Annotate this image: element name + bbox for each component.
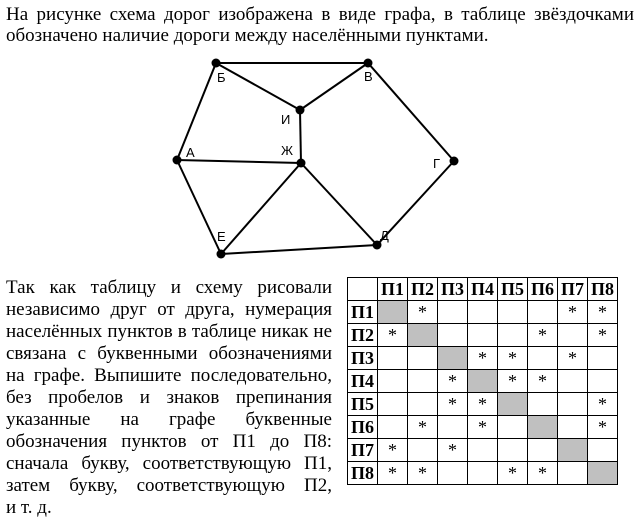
table-cell: * xyxy=(588,324,618,347)
table-cell xyxy=(558,393,588,416)
table-cell: * xyxy=(438,439,468,462)
diagonal-cell xyxy=(408,324,438,347)
column-header: П4 xyxy=(468,278,498,301)
label-G: Г xyxy=(433,156,441,171)
table-cell xyxy=(468,462,498,485)
column-header: П6 xyxy=(528,278,558,301)
table-cell xyxy=(558,324,588,347)
row-header: П6 xyxy=(348,416,378,439)
table-cell xyxy=(498,416,528,439)
table-row xyxy=(348,462,618,485)
table-cell xyxy=(408,370,438,393)
edge-I-ZH xyxy=(300,110,301,163)
table-cell xyxy=(438,462,468,485)
instruction-line: обозначения пунктов от П1 до П8: xyxy=(6,431,332,452)
table-header-row xyxy=(348,278,618,301)
table-cell xyxy=(438,301,468,324)
label-E: Е xyxy=(217,229,226,244)
instruction-line: связана с буквенными обозначениями xyxy=(6,343,332,364)
table-cell xyxy=(378,393,408,416)
table-cell: * xyxy=(468,347,498,370)
edge-A-ZH xyxy=(177,160,301,163)
table-row xyxy=(348,439,618,462)
table-row xyxy=(348,347,618,370)
diagonal-cell xyxy=(498,393,528,416)
edge-A-E xyxy=(177,160,221,254)
graph-edges xyxy=(177,63,454,254)
instruction-line: без пробелов и знаков препинания xyxy=(6,387,332,408)
table-row xyxy=(348,370,618,393)
node-G xyxy=(450,157,459,166)
table-cell: * xyxy=(408,462,438,485)
table-cell: * xyxy=(528,324,558,347)
diagonal-cell xyxy=(588,462,618,485)
label-A: А xyxy=(186,145,195,160)
node-B xyxy=(212,59,221,68)
table-cell: * xyxy=(558,301,588,324)
row-header: П4 xyxy=(348,370,378,393)
table-cell xyxy=(588,347,618,370)
edge-V-I xyxy=(300,63,368,110)
graph-nodes xyxy=(173,59,459,259)
node-E xyxy=(217,250,226,259)
table-cell xyxy=(528,393,558,416)
diagonal-cell xyxy=(378,301,408,324)
table-cell xyxy=(498,324,528,347)
edge-B-I xyxy=(216,63,300,110)
table-corner xyxy=(348,278,378,301)
instruction-line: сначала букву, соответствующую П1, xyxy=(6,453,332,474)
table-cell: * xyxy=(408,416,438,439)
table-cell: * xyxy=(498,370,528,393)
table-cell xyxy=(528,301,558,324)
table-cell xyxy=(528,347,558,370)
row-header: П7 xyxy=(348,439,378,462)
table-cell xyxy=(468,324,498,347)
row-header: П5 xyxy=(348,393,378,416)
table-cell xyxy=(408,347,438,370)
table-cell xyxy=(408,439,438,462)
table-cell xyxy=(558,462,588,485)
table-cell: * xyxy=(408,301,438,324)
table-cell: * xyxy=(468,393,498,416)
row-header: П2 xyxy=(348,324,378,347)
table-cell xyxy=(378,370,408,393)
row-header: П8 xyxy=(348,462,378,485)
table-cell: * xyxy=(438,393,468,416)
intro-text: На рисунке схема дорог изображена в виде графа, в таблице звёздочками обозначено наличие дороги между населёнными пунктами. xyxy=(6,4,634,46)
label-V: В xyxy=(364,69,373,84)
table-cell: * xyxy=(378,462,408,485)
diagonal-cell xyxy=(528,416,558,439)
table-cell xyxy=(498,301,528,324)
instruction-line: и т. д. xyxy=(6,497,52,518)
table-cell xyxy=(588,439,618,462)
edge-ZH-D xyxy=(301,163,377,245)
table-cell: * xyxy=(588,416,618,439)
instruction-line: на графе. Выпишите последовательно, xyxy=(6,365,332,386)
diagonal-cell xyxy=(438,347,468,370)
table-cell: * xyxy=(498,347,528,370)
table-cell: * xyxy=(378,324,408,347)
table-cell: * xyxy=(498,462,528,485)
table-cell xyxy=(558,370,588,393)
table-cell xyxy=(438,324,468,347)
row-header: П1 xyxy=(348,301,378,324)
column-header: П2 xyxy=(408,278,438,301)
table-cell xyxy=(408,393,438,416)
node-A xyxy=(173,156,182,165)
table-cell xyxy=(468,439,498,462)
column-header: П3 xyxy=(438,278,468,301)
instruction-line: населённых пунктов в таблице никак не xyxy=(6,321,332,342)
diagonal-cell xyxy=(558,439,588,462)
edge-V-G xyxy=(368,63,454,161)
table-cell: * xyxy=(528,462,558,485)
table-cell: * xyxy=(588,301,618,324)
edge-E-D xyxy=(221,245,377,254)
column-header: П5 xyxy=(498,278,528,301)
table-cell xyxy=(588,370,618,393)
table-row xyxy=(348,324,618,347)
label-D: Д xyxy=(380,228,389,243)
label-I: И xyxy=(281,112,291,127)
table-cell xyxy=(558,416,588,439)
instruction-line: независимо друг от друга, нумерация xyxy=(6,299,332,320)
table-cell: * xyxy=(588,393,618,416)
column-header: П8 xyxy=(588,278,618,301)
table-row xyxy=(348,416,618,439)
table-cell: * xyxy=(438,370,468,393)
table-cell: * xyxy=(378,439,408,462)
table-cell xyxy=(468,301,498,324)
adjacency-table xyxy=(347,277,618,485)
table-cell: * xyxy=(468,416,498,439)
column-header: П7 xyxy=(558,278,588,301)
node-I xyxy=(296,106,305,115)
diagonal-cell xyxy=(468,370,498,393)
edge-ZH-E xyxy=(221,163,301,254)
instruction-line: затем букву, соответствующую П2, xyxy=(6,475,332,496)
node-ZH xyxy=(297,159,306,168)
table-cell xyxy=(378,416,408,439)
instruction-text xyxy=(6,277,332,519)
table-row xyxy=(348,301,618,324)
column-header: П1 xyxy=(378,278,408,301)
table-cell xyxy=(498,439,528,462)
table-cell: * xyxy=(528,370,558,393)
edge-A-B xyxy=(177,63,216,160)
label-ZH: Ж xyxy=(281,143,294,158)
table-cell xyxy=(528,439,558,462)
node-V xyxy=(364,59,373,68)
table-cell: * xyxy=(558,347,588,370)
table-row xyxy=(348,393,618,416)
instruction-line: указанные на графе буквенные xyxy=(6,409,332,430)
instruction-line: Так как таблицу и схему рисовали xyxy=(6,277,332,298)
row-header: П3 xyxy=(348,347,378,370)
table-cell xyxy=(438,416,468,439)
table-cell xyxy=(378,347,408,370)
label-B: Б xyxy=(217,70,226,85)
